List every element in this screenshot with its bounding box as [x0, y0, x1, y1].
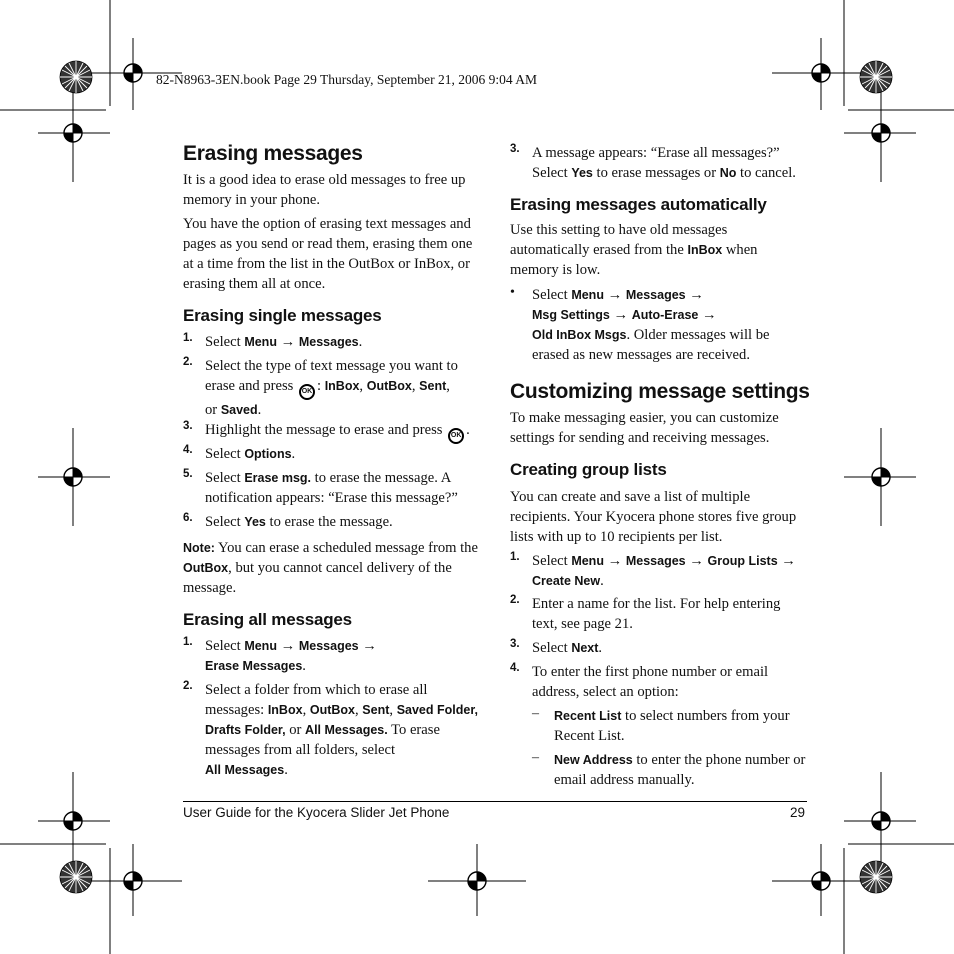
intro-paragraph: It is a good idea to erase old messages to free up memory in your phone. [183, 172, 466, 208]
section-title: Customizing message settings [510, 380, 810, 403]
footer-rule [183, 801, 807, 802]
ok-key-icon: OK [299, 384, 315, 400]
book-slug: 82-N8963-3EN.book Page 29 Thursday, September 21, 2006 9:04 AM [156, 72, 537, 87]
subsection-heading: Creating group lists [510, 460, 667, 479]
footer-title: User Guide for the Kyocera Slider Jet Phone [183, 805, 450, 820]
section-title: Erasing messages [183, 142, 363, 165]
subsection-heading: Erasing all messages [183, 610, 352, 629]
note-paragraph: Note: You can erase a scheduled message from the OutBox, but you cannot cancel delivery of the message. [183, 540, 478, 596]
page-number: 29 [790, 805, 806, 820]
subsection-heading: Erasing single messages [183, 306, 382, 325]
auto-paragraph: Use this setting to have old messages automatically erased from the InBox when memory is low. [510, 222, 758, 278]
intro-paragraph-2: You have the option of erasing text messages and pages as you send or read them, erasing them one at a time from the list in the OutBox or InBox, or erasing them all at once. [183, 216, 473, 292]
custom-paragraph: To make messaging easier, you can customize settings for sending and receiving messages. [510, 410, 779, 446]
subsection-heading: Erasing messages automatically [510, 195, 767, 214]
group-paragraph: You can create and save a list of multiple recipients. Your Kyocera phone stores five group lists with up to 10 recipients per list. [510, 489, 797, 545]
ok-key-icon: OK [448, 428, 464, 444]
